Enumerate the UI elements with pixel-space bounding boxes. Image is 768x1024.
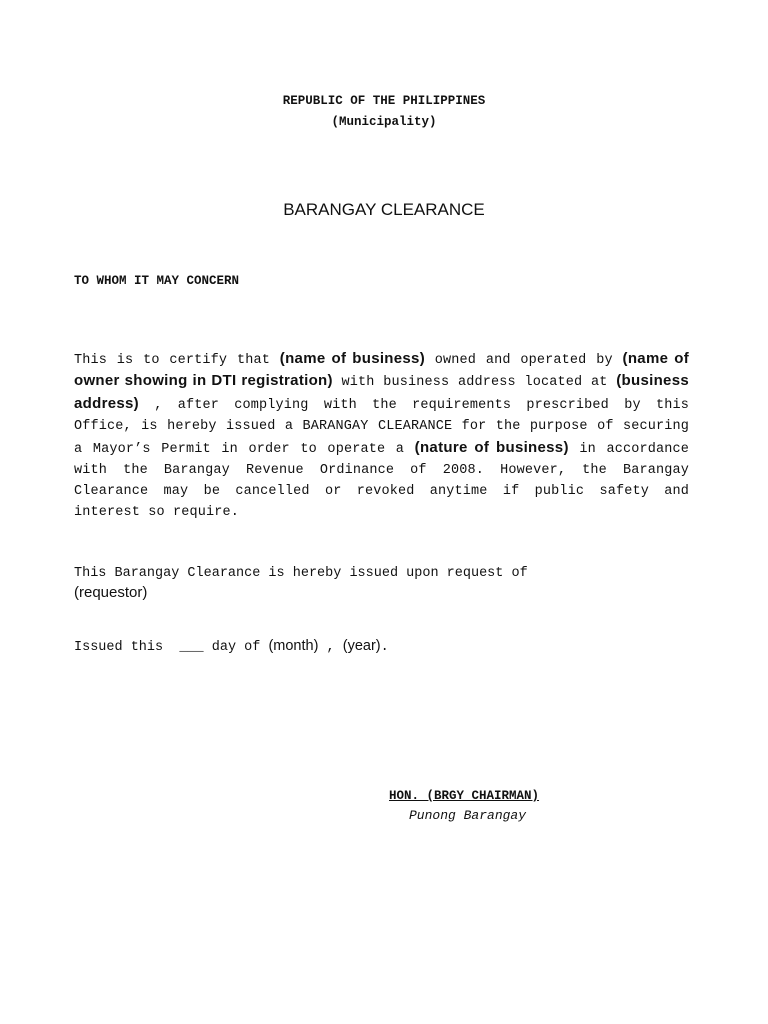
salutation: TO WHOM IT MAY CONCERN	[74, 274, 240, 288]
issued-separator: ,	[318, 640, 343, 655]
issued-prefix: Issued this	[74, 640, 180, 655]
nature-of-business-placeholder: (nature of business)	[414, 439, 569, 457]
document-title: BARANGAY CLEARANCE	[283, 200, 485, 219]
body-text-1: This is to certify that	[74, 352, 280, 368]
business-name-placeholder: (name of business)	[279, 349, 425, 367]
day-blank: ___	[179, 640, 204, 655]
body-text-4: , after complying with the requirements prescribed by this Office, is hereby issued a BARANGAY CLEARANCE for the purpose of securing a Mayor’s Permit in order to operate a	[74, 398, 689, 458]
issued-middle: day of	[203, 640, 269, 655]
signatory-title: Punong Barangay	[409, 808, 527, 823]
body-text-2: owned and operated by	[425, 352, 623, 368]
signatory-name: HON. (BRGY CHAIRMAN)	[389, 789, 540, 803]
request-statement: This Barangay Clearance is hereby issued upon request of	[74, 566, 528, 581]
year-placeholder: (year)	[342, 638, 381, 654]
business-address-placeholder: (business address)	[74, 372, 689, 413]
republic-heading: REPUBLIC OF THE PHILIPPINES	[282, 94, 486, 108]
requestor-placeholder: (requestor)	[74, 584, 148, 601]
certification-paragraph	[74, 349, 689, 524]
month-placeholder: (month)	[268, 638, 319, 654]
municipality-heading: (Municipality)	[331, 115, 437, 129]
issued-suffix: .	[380, 640, 389, 655]
owner-name-placeholder: (name of owner showing in DTI registration)	[74, 349, 690, 390]
body-text-3: with business address located at	[332, 375, 617, 391]
body-text-5: in accordance with the Barangay Revenue Ordinance of 2008. However, the Barangay Clearance may be cancelled or revoked anytime if public safety and interest so require.	[74, 442, 689, 520]
issued-date-line	[74, 638, 389, 655]
